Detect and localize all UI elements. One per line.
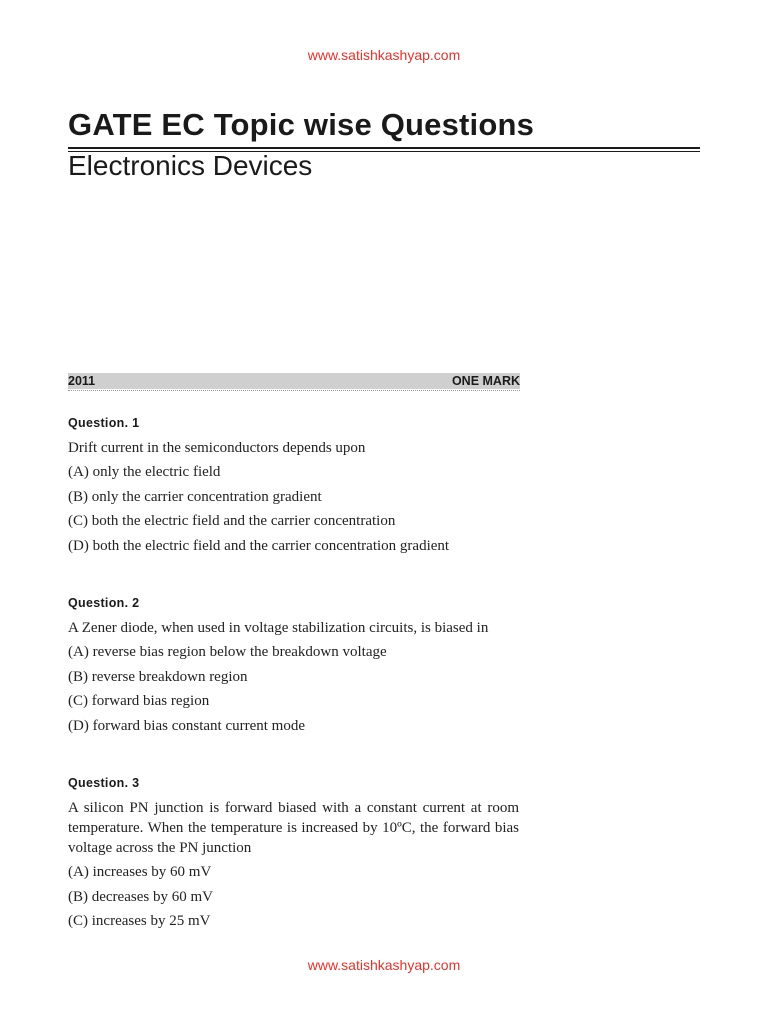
question-text: A silicon PN junction is forward biased with a constant current at room temperature. When the temperature is increased by 10ºC, the forward bias voltage across the PN junction [68,800,519,856]
question-heading: Question. 3 [68,776,140,790]
title-divider-thick [68,147,700,149]
answer-option: (D) forward bias constant current mode [68,717,305,734]
section-marks: ONE MARK [451,374,520,388]
question-text: A Zener diode, when used in voltage stabilization circuits, is biased in [68,620,489,636]
answer-option: (A) increases by 60 mV [68,864,212,880]
answer-option: (B) only the carrier concentration gradient [68,488,322,505]
answer-option: (D) both the electric field and the carrier concentration gradient [68,537,450,554]
footer-website-link[interactable]: www.satishkashyap.com [307,957,461,973]
answer-option: (A) only the electric field [68,464,221,480]
answer-option: (B) decreases by 60 mV [68,888,213,905]
section-header-bar [68,373,520,389]
question-text: Drift current in the semiconductors depends upon [68,440,366,456]
document-subtitle: Electronics Devices [68,150,313,181]
section-bar-underline [68,390,520,392]
question-block [68,776,528,934]
header-website-link[interactable]: www.satishkashyap.com [307,47,461,63]
question-block [68,596,528,738]
answer-option: (B) reverse breakdown region [68,668,248,685]
document-title: GATE EC Topic wise Questions [68,107,535,142]
question-heading: Question. 1 [68,416,140,430]
question-heading: Question. 2 [68,596,140,610]
question-block [68,416,528,558]
section-year: 2011 [68,374,96,388]
answer-option: (C) increases by 25 mV [68,913,211,929]
answer-option: (C) both the electric field and the carrier concentration [68,513,396,529]
answer-option: (C) forward bias region [68,693,210,709]
answer-option: (A) reverse bias region below the breakdown voltage [68,644,387,660]
